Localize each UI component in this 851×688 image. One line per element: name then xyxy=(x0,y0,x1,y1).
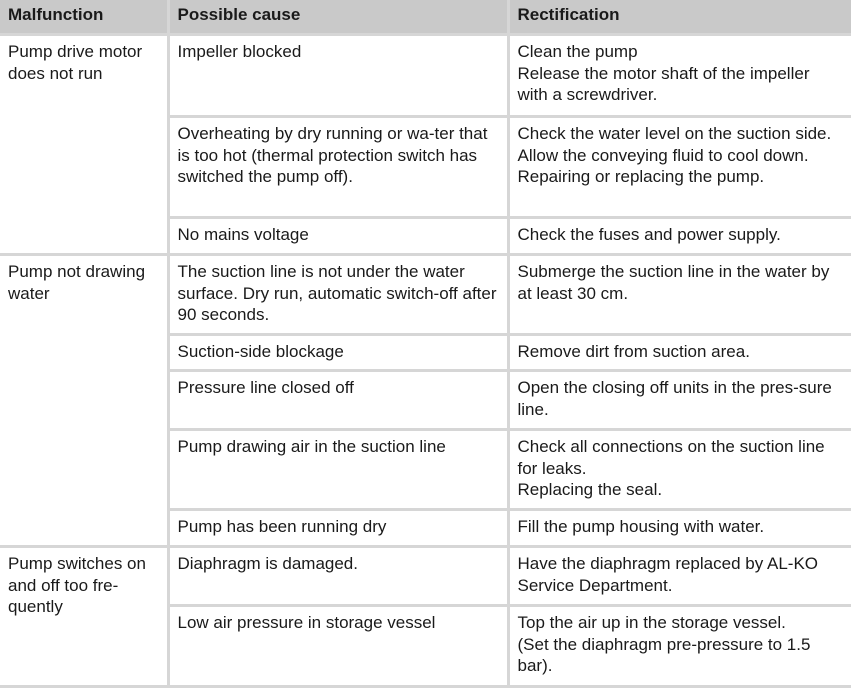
cause-cell: Pump has been running dry xyxy=(168,510,508,547)
rectification-step: Fill the pump housing with water. xyxy=(517,517,765,536)
cause-cell: Low air pressure in storage vessel xyxy=(168,606,508,687)
table-row xyxy=(0,255,851,335)
table-row xyxy=(0,35,851,117)
rectification-step: Have the diaphragm replaced by AL-KO Service Department. xyxy=(517,554,819,595)
rectification-cell xyxy=(508,117,851,218)
cause-cell: Diaphragm is damaged. xyxy=(168,547,508,606)
table-header-row xyxy=(0,0,851,35)
rectification-cell xyxy=(508,547,851,606)
table-row xyxy=(0,547,851,606)
rectification-cell xyxy=(508,335,851,371)
rectification-step: Top the air up in the storage vessel. xyxy=(517,613,786,632)
rectification-cell xyxy=(508,35,851,117)
rectification-step: Check the water level on the suction side. xyxy=(517,124,832,143)
rectification-step: Open the closing off units in the pres-sure line. xyxy=(517,378,832,419)
rectification-step: Allow the conveying fluid to cool down. xyxy=(517,145,809,165)
cause-cell: Pump drawing air in the suction line xyxy=(168,430,508,510)
rectification-step: Replacing the seal. xyxy=(517,480,663,499)
rectification-cell xyxy=(508,510,851,547)
malfunction-cell: Pump drive motor does not run xyxy=(0,35,168,255)
rectification-cell xyxy=(508,606,851,687)
rectification-step: Check all connections on the suction line for leaks. xyxy=(517,437,825,478)
malfunction-cell: Pump not drawing water xyxy=(0,255,168,547)
header-malfunction: Malfunction xyxy=(0,0,168,35)
header-rectification: Rectification xyxy=(508,0,851,35)
rectification-step: Clean the pump xyxy=(517,42,638,61)
rectification-step: Remove dirt from suction area. xyxy=(517,342,750,361)
cause-cell: Impeller blocked xyxy=(168,35,508,117)
rectification-step: Release the motor shaft of the impeller with a screwdriver. xyxy=(517,63,810,104)
rectification-step: (Set the diaphragm pre-pressure to 1.5 bar). xyxy=(517,634,811,675)
cause-cell: Suction-side blockage xyxy=(168,335,508,371)
rectification-cell xyxy=(508,430,851,510)
rectification-step: Submerge the suction line in the water by at least 30 cm. xyxy=(517,262,830,303)
rectification-cell xyxy=(508,218,851,255)
rectification-cell xyxy=(508,371,851,430)
cause-cell: No mains voltage xyxy=(168,218,508,255)
rectification-cell xyxy=(508,255,851,335)
rectification-step: Repairing or replacing the pump. xyxy=(517,167,765,186)
cause-cell: The suction line is not under the water surface. Dry run, automatic switch-off after 90 seconds. xyxy=(168,255,508,335)
malfunction-cell: Pump switches on and off too fre-quently xyxy=(0,547,168,687)
cause-cell: Pressure line closed off xyxy=(168,371,508,430)
header-possible-cause: Possible cause xyxy=(168,0,508,35)
cause-cell: Overheating by dry running or wa-ter that is too hot (thermal protection switch has switched the pump off). xyxy=(168,117,508,218)
rectification-step: Check the fuses and power supply. xyxy=(517,225,781,244)
